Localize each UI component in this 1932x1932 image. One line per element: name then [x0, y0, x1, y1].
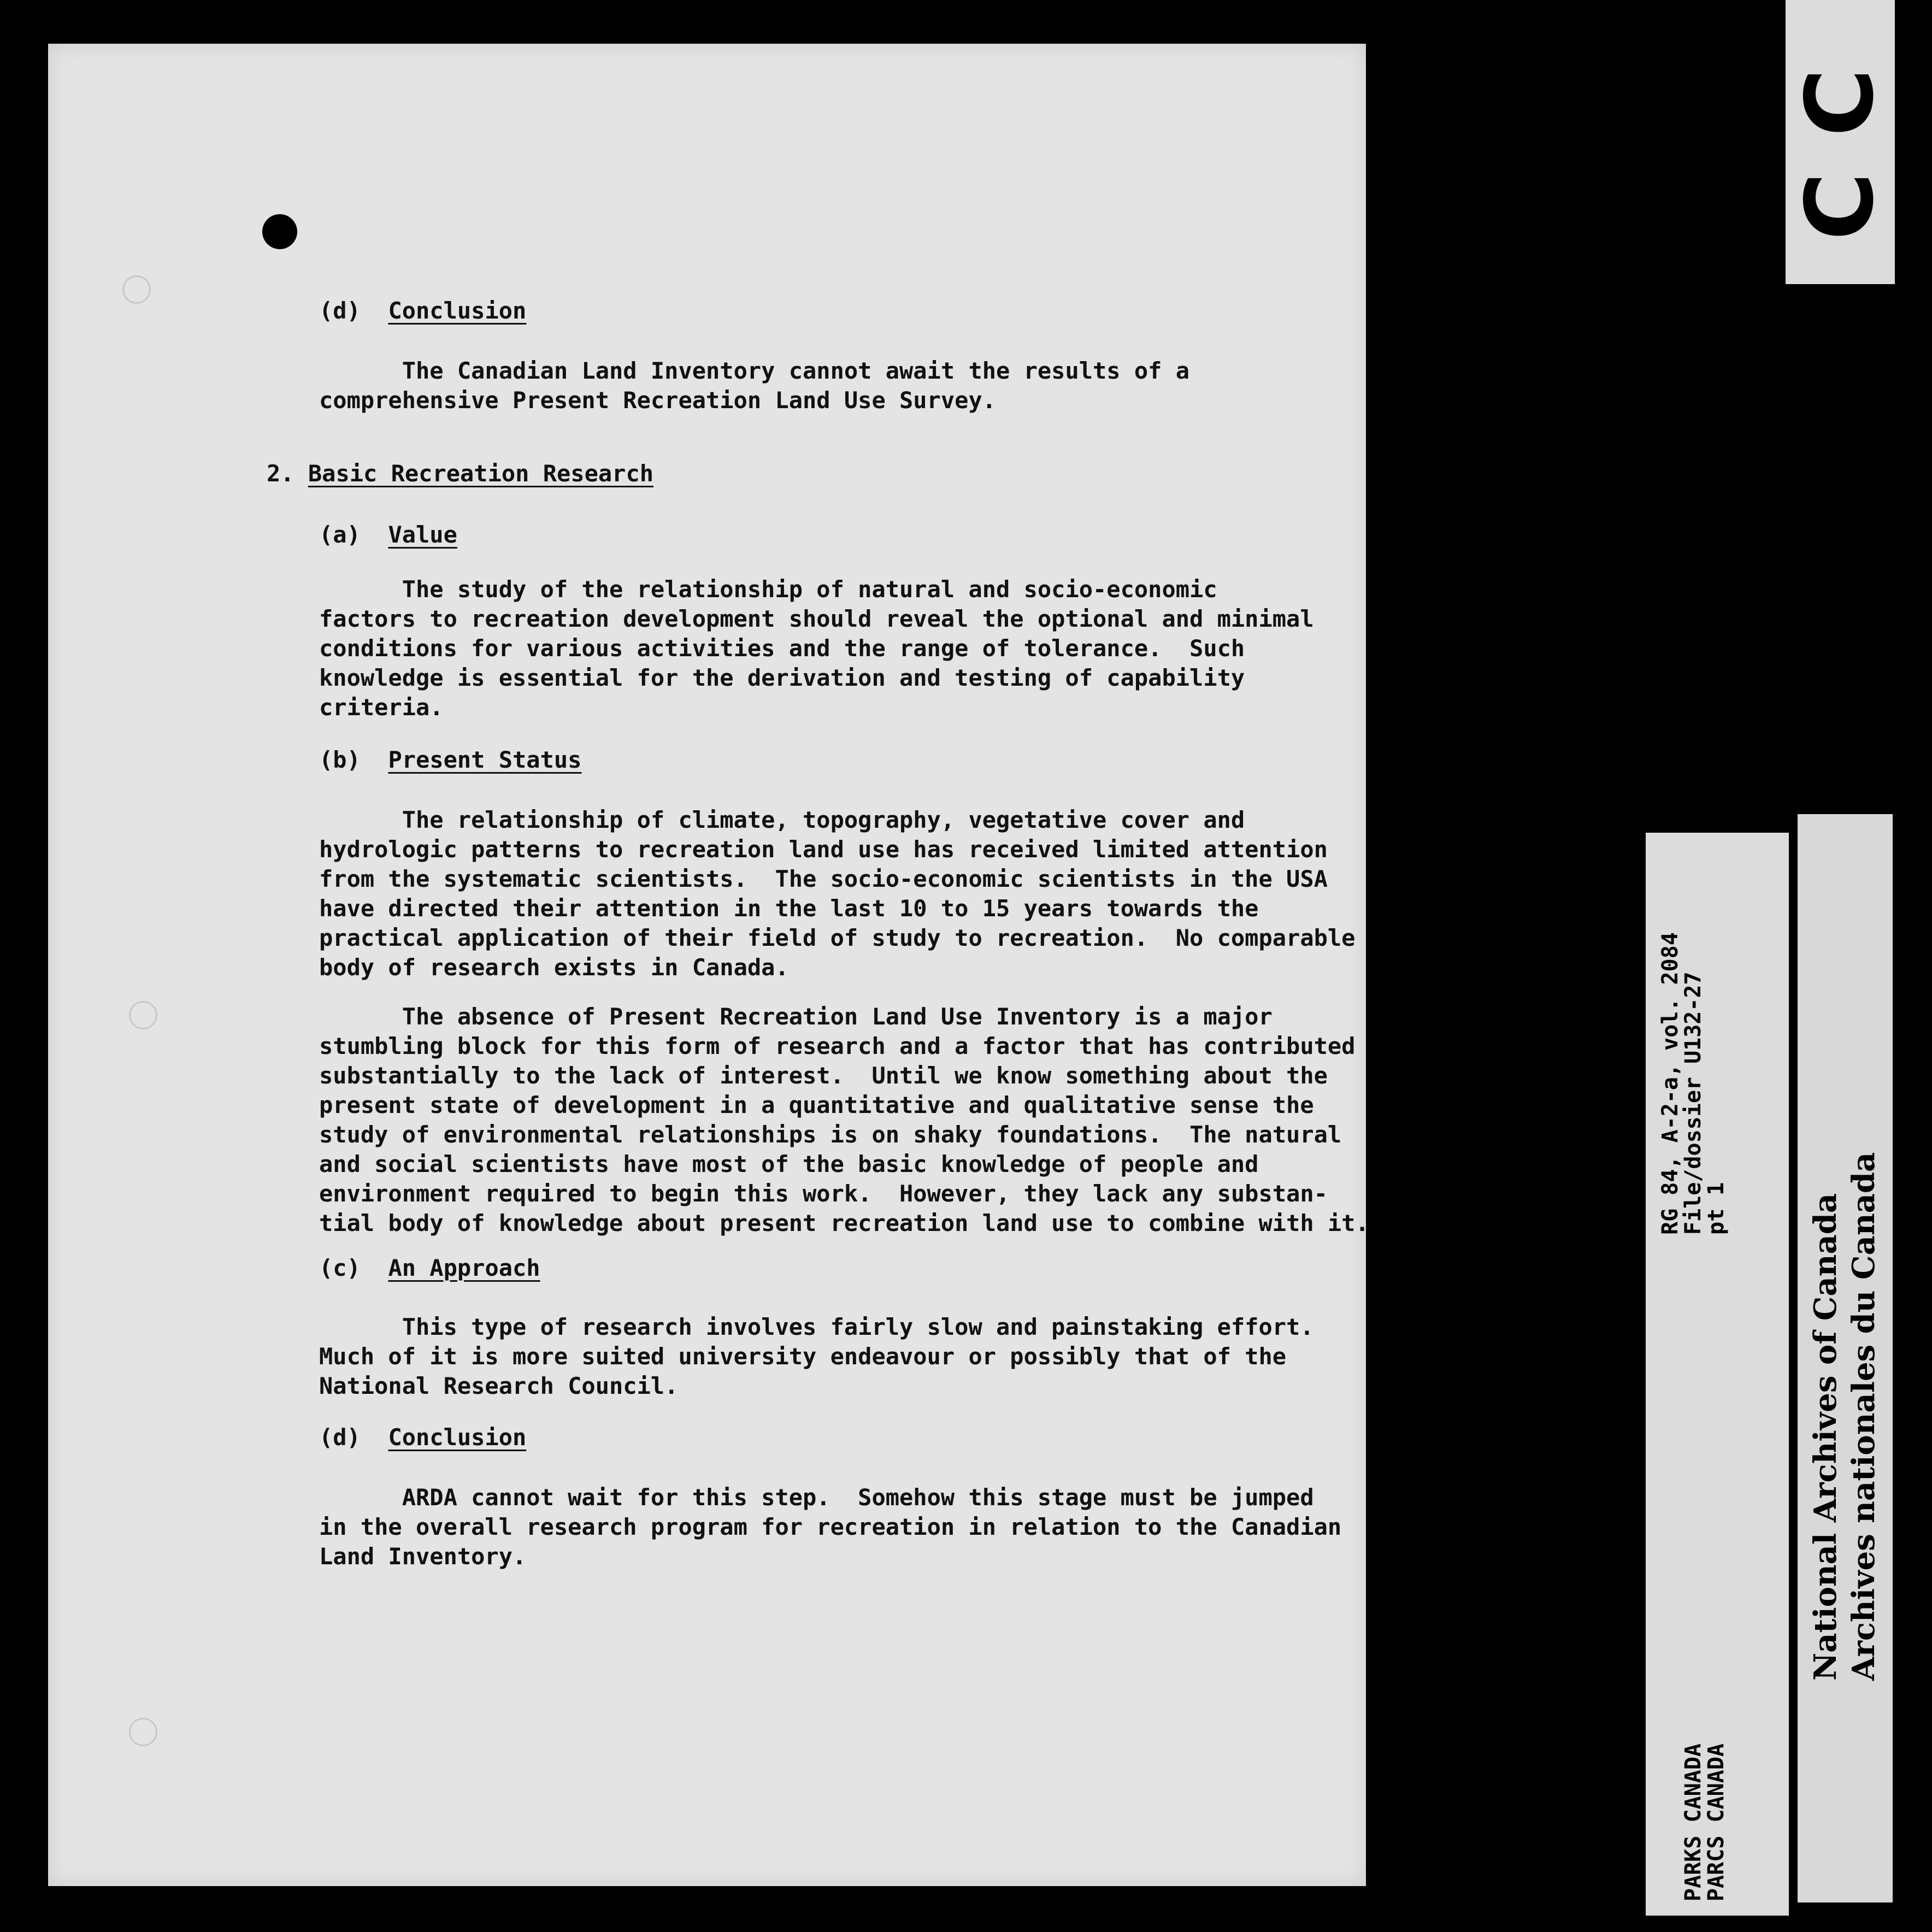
section-heading-2	[267, 459, 653, 488]
paragraph: The study of the relationship of natural and socio-economic factors to recreation development should reveal the optional and minimal conditions for various activities and the range of tolerance. Such knowledge is essential for the derivation and testing of capability criteria.	[319, 576, 1314, 721]
frame-marker-card	[1786, 0, 1895, 284]
record-group-reference: RG 84, A-2-a, vol. 2084 File/dossier U132-27 pt 1	[1658, 932, 1729, 1235]
archives-strip-rotated	[1801, 839, 1889, 1877]
subsection-heading-d1	[319, 296, 526, 326]
typed-document-page	[48, 44, 1369, 1886]
subsection-letter: (b)	[319, 746, 361, 773]
subsection-title: Conclusion	[388, 297, 527, 324]
section-title: Basic Recreation Research	[308, 460, 654, 487]
binder-hole	[129, 1718, 157, 1746]
subsection-heading-a	[319, 520, 457, 550]
subsection-letter: (c)	[319, 1254, 361, 1281]
section-number: 2.	[267, 460, 294, 487]
subsection-letter: (a)	[319, 521, 361, 548]
marker-letter: C	[1786, 68, 1894, 137]
subsection-heading-d2	[319, 1423, 526, 1452]
subsection-title: An Approach	[388, 1254, 540, 1281]
subsection-title: Present Status	[388, 746, 582, 773]
paragraph: This type of research involves fairly slow and painstaking effort. Much of it is more suited university endeavour or possibly that of the National Research Council.	[319, 1313, 1314, 1399]
marker-letter: C	[1786, 172, 1894, 240]
archives-name-english: National Archives of Canada	[1807, 1193, 1843, 1681]
punch-hole-mark	[262, 214, 297, 249]
paragraph: ARDA cannot wait for this step. Somehow this stage must be jumped in the overall research program for recreation in relation to the Canadian Land Inventory.	[319, 1484, 1342, 1570]
subsection-letter: (d)	[319, 297, 361, 324]
paragraph: The absence of Present Recreation Land Use Inventory is a major stumbling block for this form of research and a factor that has contributed substantially to the lack of interest. Until we know something about the present state of development in a quantitative and qualitative sense the study of environmental relationships is on shaky foundations. The natural and social scientists have most of the basic knowledge of people and environment required to begin this work. However, they lack any substan- tial body of knowledge about present recreation land use to combine with it.	[319, 1003, 1369, 1236]
subsection-title: Value	[388, 521, 457, 548]
agency-label: PARKS CANADA PARCS CANADA	[1681, 1743, 1729, 1901]
binder-hole	[122, 275, 151, 304]
reference-strip-rotated	[1654, 847, 1780, 1901]
paragraph: The Canadian Land Inventory cannot await the results of a comprehensive Present Recreation Land Use Survey.	[319, 357, 1190, 414]
archival-reference-strip	[1646, 833, 1789, 1916]
subsection-title: Conclusion	[388, 1424, 527, 1451]
binder-hole	[129, 1001, 157, 1029]
subsection-heading-c	[319, 1253, 540, 1283]
subsection-letter: (d)	[319, 1424, 361, 1451]
archives-name-french: Archives nationales du Canada	[1846, 1152, 1882, 1681]
paragraph: The relationship of climate, topography, vegetative cover and hydrologic patterns to recreation land use has received limited attention from the systematic scientists. The socio-economic scientists in the USA have directed their attention in the last 10 to 15 years towards the practical application of their field of study to recreation. No comparable body of research exists in Canada.	[319, 806, 1356, 981]
subsection-heading-b	[319, 745, 581, 775]
archives-label-strip	[1798, 814, 1893, 1902]
